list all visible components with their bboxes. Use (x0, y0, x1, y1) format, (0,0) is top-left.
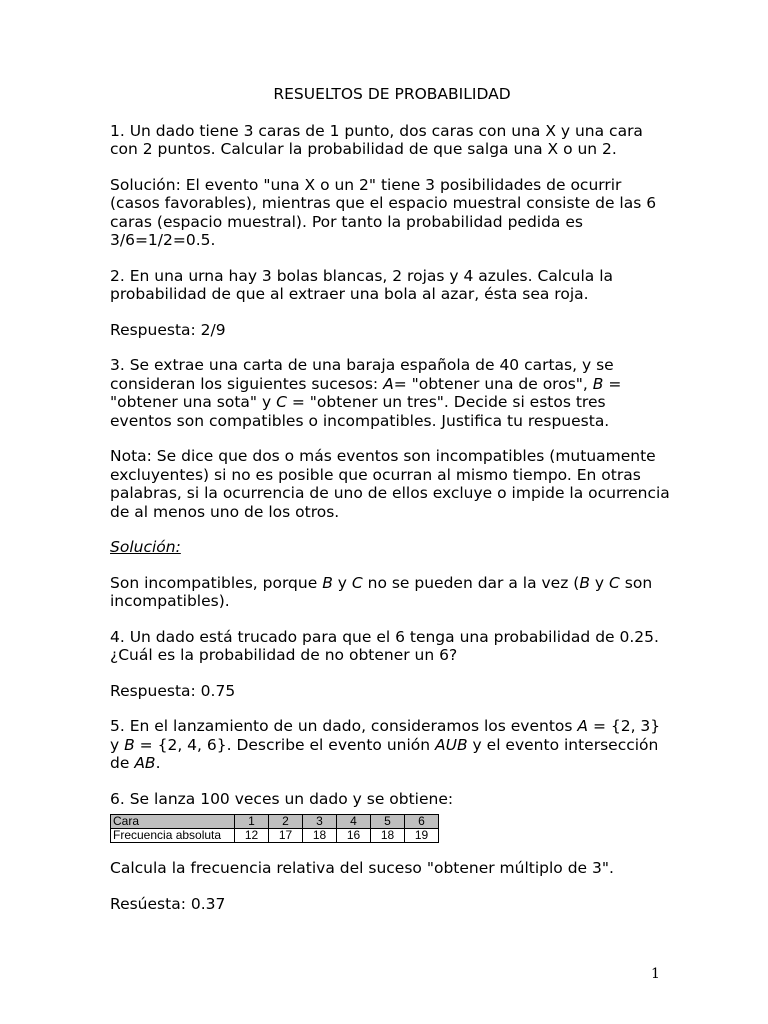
problem-1: 1. Un dado tiene 3 caras de 1 punto, dos caras con una X y una cara con 2 puntos. Calcular la probabilidad de que salga una X o un 2. (110, 121, 643, 158)
event-b: B (592, 374, 604, 393)
table-cell: 1 (235, 815, 269, 829)
event-a: A (383, 374, 394, 393)
problem-3-solution-label-line (110, 538, 670, 557)
problem-2: 2. En una urna hay 3 bolas blancas, 2 rojas y 4 azules. Calcula la probabilidad de que al extraer una bola al azar, ésta sea roja. (110, 266, 614, 303)
row-label: Cara (111, 815, 235, 829)
row-label: Frecuencia absoluta (111, 829, 235, 843)
text: . (155, 754, 161, 772)
text: y (589, 573, 609, 592)
problem-6-answer: Resúesta: 0.37 (110, 894, 226, 913)
text: Son incompatibles, porque (110, 573, 323, 592)
text: y el evento intersección de (110, 735, 659, 772)
table-cell: 12 (235, 829, 269, 843)
text: no se pueden dar a la vez ( (362, 573, 580, 592)
table-cell: 18 (371, 829, 405, 843)
table-cell: 3 (303, 815, 337, 829)
text: = "obtener una sota" y (110, 374, 622, 411)
event-intersection: AB (134, 754, 156, 772)
table-cell: 4 (337, 815, 371, 829)
event-c: C (609, 573, 620, 592)
table-cell: 2 (269, 815, 303, 829)
text: = {2, 4, 6}. Describe el evento unión (134, 735, 436, 754)
text: = {2, 3} y (110, 717, 661, 754)
problem-4: 4. Un dado está trucado para que el 6 tenga una probabilidad de 0.25. ¿Cuál es la probabilidad de no obtener un 6? (110, 627, 659, 664)
table-row (111, 815, 439, 829)
event-b: B (322, 573, 333, 592)
event-c: C (276, 393, 287, 411)
table-row (111, 829, 439, 843)
event-a: A (577, 717, 589, 735)
table-cell: 18 (303, 829, 337, 843)
text: = "obtener una de oros", (393, 374, 593, 393)
problem-1-solution: Solución: El evento "una X o un 2" tiene 3 posibilidades de ocurrir (casos favorables), mientras que el espacio muestral consiste de las 6 caras (espacio muestral). Por tanto la probabilidad pedida es 3/6=1/2=0.5. (110, 175, 657, 249)
problem-3-note: Nota: Se dice que dos o más eventos son incompatibles (mutuamente excluyentes) si no es posible que ocurran al mismo tiempo. En otras palabras, si la ocurrencia de uno de ellos excluye o impide la ocurrencia de al menos uno de los otros. (110, 447, 670, 521)
problem-6-question: Calcula la frecuencia relativa del suceso "obtener múltiplo de 3". (110, 859, 614, 877)
text: son incompatibles). (110, 573, 653, 610)
text: 3. Se extrae una carta de una baraja española de 40 cartas, y se consideran los siguientes sucesos: (110, 356, 614, 393)
page-number: 1 (651, 966, 660, 982)
text: 5. En el lanzamiento de un dado, consideramos los eventos (110, 717, 578, 735)
event-union: AUB (435, 735, 468, 754)
problem-2-answer: Respuesta: 2/9 (110, 320, 226, 339)
document-page (110, 85, 670, 930)
event-c: C (351, 573, 363, 592)
event-b: B (579, 573, 590, 592)
text: y (332, 573, 352, 592)
frequency-table (110, 814, 439, 843)
problem-3 (110, 356, 670, 430)
problem-4-answer: Respuesta: 0.75 (110, 681, 236, 700)
table-cell: 16 (337, 829, 371, 843)
problem-6: 6. Se lanza 100 veces un dado y se obtiene: (110, 789, 454, 808)
event-b: B (124, 735, 135, 754)
table-cell: 6 (405, 815, 439, 829)
text: = "obtener un tres". Decide si estos tres eventos son compatibles o incompatibles. Justifica tu respuesta. (110, 393, 610, 430)
solution-label: Solución: (110, 538, 181, 556)
table-cell: 19 (405, 829, 439, 843)
problem-5 (110, 717, 670, 773)
document-title: RESUELTOS DE PROBABILIDAD (273, 85, 511, 103)
problem-3-solution (110, 574, 670, 611)
table-cell: 17 (269, 829, 303, 843)
table-cell: 5 (371, 815, 405, 829)
